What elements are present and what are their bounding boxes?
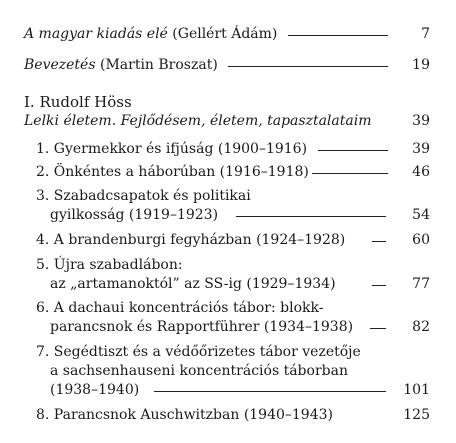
entry-author: (Gellért Ádám) bbox=[172, 26, 278, 42]
page-number: 101 bbox=[403, 382, 430, 398]
dotted-leader bbox=[318, 150, 388, 151]
page-number: 125 bbox=[403, 407, 430, 423]
entry-title: 4. A brandenburgi fegyházban (1924–1928) bbox=[36, 232, 346, 248]
dotted-leader bbox=[372, 241, 386, 242]
dotted-leader bbox=[372, 285, 386, 286]
entry-title: 7. Segédtiszt és a védőőrizetes tábor vezetője bbox=[36, 344, 361, 360]
entry-title: 3. Szabadcsapatok és politikai bbox=[36, 188, 251, 204]
dotted-leader bbox=[288, 35, 388, 36]
entry-title-cont: (1938–1940) bbox=[50, 382, 140, 398]
entry-title-cont: gyilkosság (1919–1923) bbox=[50, 207, 219, 223]
page-number: 82 bbox=[412, 319, 430, 335]
dotted-leader bbox=[312, 173, 388, 174]
entry-title: Lelki életem. Fejlődésem, életem, tapasztalataim bbox=[24, 113, 372, 129]
page-number: 54 bbox=[412, 207, 430, 223]
entry-title-cont: parancsnok és Rapportführer (1934–1938) bbox=[50, 319, 354, 335]
entry-title: Bevezetés bbox=[24, 57, 96, 73]
page-number: 60 bbox=[412, 232, 430, 248]
dotted-leader bbox=[370, 328, 386, 329]
entry-title: 8. Parancsnok Auschwitzban (1940–1943) bbox=[36, 407, 333, 423]
entry-title: 6. A dachaui koncentrációs tábor: blokk- bbox=[36, 300, 324, 316]
dotted-leader bbox=[236, 216, 386, 217]
page-number: 39 bbox=[412, 113, 430, 129]
entry-title-cont: az „artamanoktól” az SS-ig (1929–1934) bbox=[50, 276, 336, 292]
part-heading: I. Rudolf Höss bbox=[24, 93, 132, 111]
entry-author: (Martin Broszat) bbox=[99, 57, 218, 73]
dotted-leader bbox=[154, 391, 386, 392]
page-number: 46 bbox=[412, 164, 430, 180]
entry-title: 1. Gyermekkor és ifjúság (1900–1916) bbox=[36, 141, 308, 157]
page-number: 7 bbox=[421, 26, 430, 42]
page-number: 19 bbox=[412, 57, 430, 73]
page-number: 77 bbox=[412, 276, 430, 292]
entry-title: 5. Újra szabadlábon: bbox=[36, 257, 183, 273]
page-number: 39 bbox=[412, 141, 430, 157]
entry-title: 2. Önkéntes a háborúban (1916–1918) bbox=[36, 164, 309, 180]
dotted-leader bbox=[228, 66, 388, 67]
entry-title-cont: a sachsenhauseni koncentrációs táborban bbox=[50, 363, 348, 379]
entry-title: A magyar kiadás elé bbox=[24, 26, 168, 42]
